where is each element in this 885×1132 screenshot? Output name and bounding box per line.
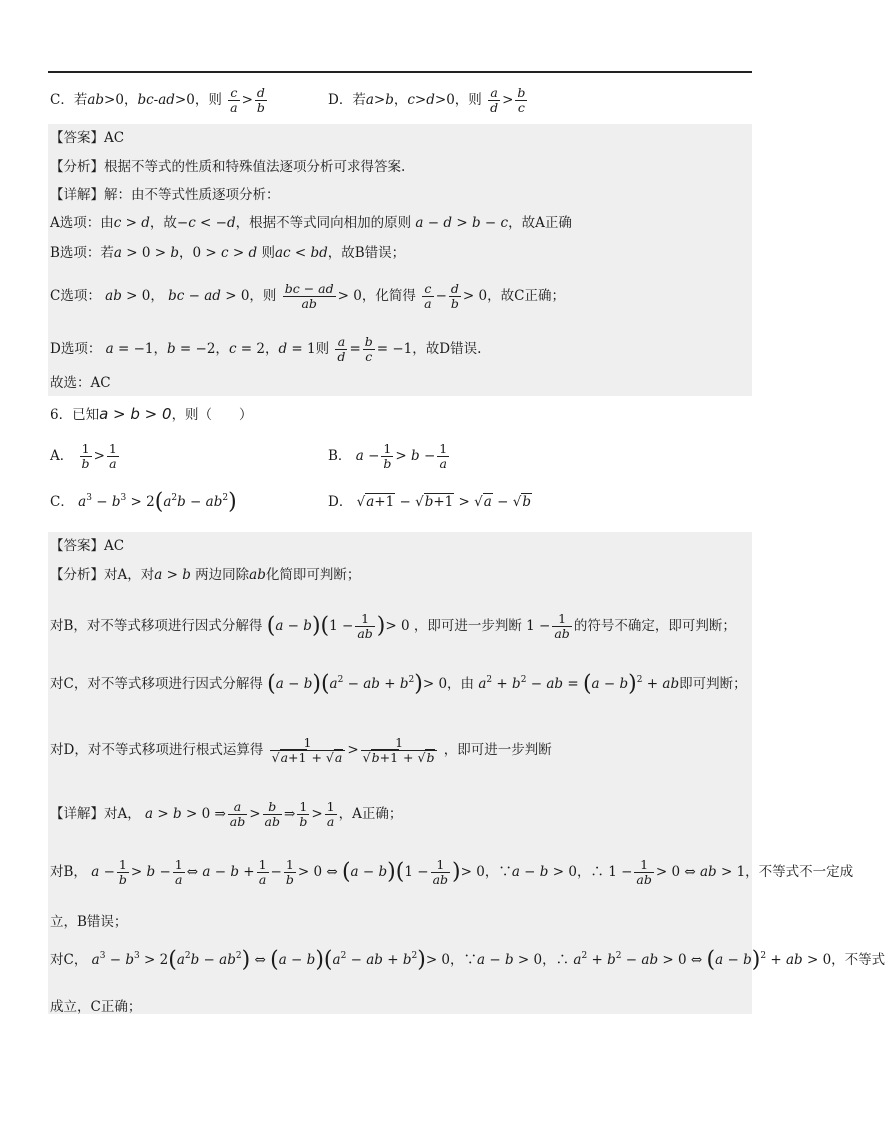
prev-option-c: C．若ab>0，bc-ad>0，则 $\frac{c}{a}$ > $\frac{d}{b}$: [50, 85, 265, 115]
q6-detail-c: 对C， $a^3 - b^3 > 2(a^2b - ab^2)$ ⇔ $(a - b)(a^2$ − ab + $b^2)> 0$，∵a − b > 0，∴ $a^2 + b^2$ − ab > 0 ⇔ $(a - b)^2$ + ab > 0，不等式: [50, 947, 885, 973]
q6-analysis-a: 【分析】对A，对a > b 两边同除ab化简即可判断；: [50, 567, 361, 583]
top-rule: [48, 71, 752, 73]
q6-detail-a: 【详解】对A， a > b > 0 ⇒ $\frac{a}{ab}$ > $\frac{b}{ab}$ ⇒ $\frac{1}{b}$ > $\frac{1}{a}$ ，A正确；: [50, 799, 403, 829]
q6-option-d: D． √a+1 − √b+1 > √a − √b: [328, 494, 531, 510]
q6-option-c: C． $a^3 - b^3 > 2(a^2b - ab^2)$: [50, 489, 237, 515]
q6-analysis-b: 对B，对不等式移项进行因式分解得 (a − b)(1 − $\frac{1}{ab}$ )> 0 ，即可进一步判断 1 − $\frac{1}{ab}$ 的符号不确定，即可判断；: [50, 611, 736, 641]
q5-option-c-analysis: C选项： ab > 0， bc − ad > 0，则 $\frac{bc - ad}{ab}$ > 0，化简得 $\frac{c}{a}$ − $\frac{d}{b}$ > 0，故C正确；: [50, 281, 565, 311]
q6-stem: 6．已知a > b > 0，则（ ）: [50, 405, 253, 423]
q5-detail: 【详解】解：由不等式性质逐项分析：: [50, 187, 280, 203]
q6-analysis-c: 对C，对不等式移项进行因式分解得 $(a - b)(a^2$ − ab + $b^2)> 0$，由 $a^2 + b^2$ − ab = $(a - b)^2$ + ab即可判断；: [50, 671, 747, 697]
q6-detail-b: 对B， a − $\frac{1}{b}$ > b − $\frac{1}{a}$ ⇔ a − b + $\frac{1}{a}$ − $\frac{1}{b}$ > 0 ⇔ (a − b)(1 − $\frac{1}{ab}$ )> 0，∵a − b > 0，∴ 1 − $\frac{1}{ab}$ > 0 ⇔ ab > 1，不等式不一定成: [50, 857, 854, 887]
q5-option-a-analysis: A选项：由c > d，故−c < −d，根据不等式同向相加的原则 a − d > b − c，故A正确: [50, 215, 572, 231]
prev-option-d: D．若a>b，c>d>0，则 $\frac{a}{d}$ > $\frac{b}{c}$: [328, 85, 526, 115]
q5-answer: 【答案】AC: [50, 130, 125, 146]
q5-option-d-analysis: D选项： a = −1，b = −2，c = 2，d = 1则 $\frac{a}{d}$ = $\frac{b}{c}$ = −1，故D错误.: [50, 334, 482, 364]
q6-analysis-d: 对D，对不等式移项进行根式运算得 $\frac{1}{√a+1 + √a}$ > $\frac{1}{√b+1 + √b}$ ，即可进一步判断: [50, 735, 552, 765]
q6-option-b: B． a − $\frac{1}{b}$ > b − $\frac{1}{a}$: [328, 441, 448, 471]
q5-analysis: 【分析】根据不等式的性质和特殊值法逐项分析可求得答案.: [50, 159, 406, 175]
q6-answer: 【答案】AC: [50, 538, 125, 554]
q6-option-a: A． $\frac{1}{b}$ > $\frac{1}{a}$: [50, 441, 117, 471]
q6-solution-panel: [48, 532, 752, 1014]
q6-detail-b-cont: 立，B错误；: [50, 914, 128, 930]
q6-detail-c-cont: 成立，C正确；: [50, 999, 142, 1015]
q5-option-b-analysis: B选项：若a > 0 > b，0 > c > d 则ac < bd，故B错误；: [50, 245, 406, 261]
q5-choice: 故选：AC: [50, 375, 111, 391]
